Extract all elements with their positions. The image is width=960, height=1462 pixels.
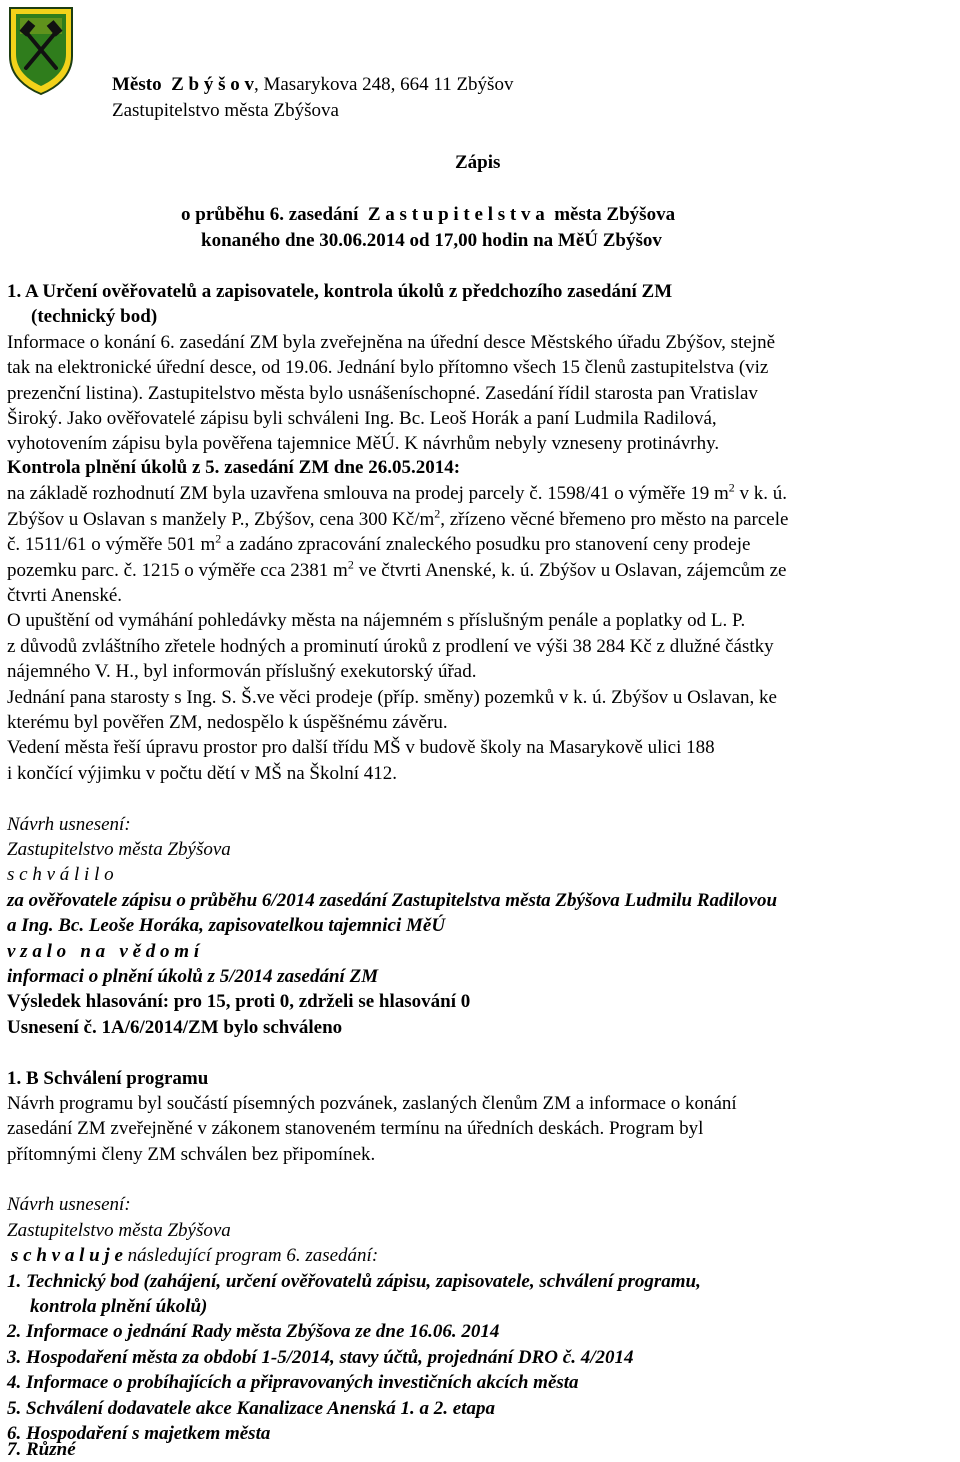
paragraph-line: Informace o konání 6. zasedání ZM byla zveřejněna na úřední desce Městského úřadu Zbýšov, stejně [7,332,775,353]
section-1a-subheading: (technický bod) [31,306,158,327]
vzalo-na-vedomi-label: v z a l o n a v ě d o m í [7,941,200,962]
city-name: Z b ý š o v [171,74,254,95]
kontrola-line: i končící výjimku v počtu dětí v MŠ na Školní 412. [7,763,398,784]
program-item: kontrola plnění úkolů) [30,1296,208,1317]
program-item: 5. Schválení dodavatele akce Kanalizace Anenská 1. a 2. etapa [7,1398,495,1419]
resolution-number: Usnesení č. 1A/6/2014/ZM bylo schváleno [7,1017,343,1038]
resolution-line: za ověřovatele zápisu o průběhu 6/2014 zasedání Zastupitelstva města Zbýšova Ludmilu Radilovou [7,890,778,911]
council-name: Zastupitelstvo města Zbýšova [7,1220,231,1241]
paragraph-line: Návrh programu byl součástí písemných pozvánek, zaslaných členům ZM a informace o konání [7,1093,737,1114]
schvaluje-line [11,1243,378,1268]
kontrola-line [7,558,787,583]
paragraph-line: tak na elektronické úřední desce, od 19.06. Jednání bylo přítomno všech 15 členů zastupitelstva (viz [7,357,769,378]
kontrola-line [7,532,750,557]
section-1b-heading: 1. B Schválení programu [7,1068,209,1089]
text-segment: , zřízeno věcné břemeno pro město na parcele [440,509,789,530]
kontrola-line: z důvodů zvláštního zřetele hodných a prominutí úroků z prodlení ve výši 38 284 Kč z dlužné částky [7,636,774,657]
text-segment: pozemku parc. č. 1215 o výměře cca 2381 m [7,560,348,581]
kontrola-line: O upuštění od vymáhání pohledávky města na nájemném s příslušným penále a poplatky od L. P. [7,610,746,631]
program-item: 3. Hospodaření města za období 1-5/2014, stavy účtů, projednání DRO č. 4/2014 [7,1347,634,1368]
kontrola-line: kterému byl pověřen ZM, nedospělo k úspěšnému závěru. [7,712,448,733]
council-name: Zastupitelstvo města Zbýšova [7,839,231,860]
paragraph-line: přítomnými členy ZM schválen bez připomínek. [7,1144,376,1165]
paragraph-line: vyhotovením zápisu byla pověřena tajemnice MěÚ. K návrhům nebyly vzneseny protinávrhy. [7,433,720,454]
section-1a-heading: 1. A Určení ověřovatelů a zapisovatele, kontrola úkolů z předchozího zasedání ZM [7,281,673,302]
navrh-usneseni-label: Návrh usnesení: [7,814,131,835]
text-segment: v k. ú. [734,483,788,504]
text-segment: Zbýšov u Oslavan s manžely P., Zbýšov, cena 300 Kč/m [7,509,435,530]
title-line-1b: města Zbýšova [554,204,676,225]
title-line-1a: o průběhu 6. zasedání [181,204,359,225]
program-item: 4. Informace o probíhajících a připravovaných investičních akcích města [7,1372,579,1393]
council-line: Zastupitelstvo města Zbýšova [112,100,339,121]
coat-of-arms-logo [6,4,76,96]
kontrola-line: čtvrti Anenské. [7,585,123,606]
program-item: 6. Hospodaření s majetkem města [7,1423,271,1444]
title-spaced: Z a s t u p i t e l s t v a [367,204,545,225]
paragraph-line: Široký. Jako ověřovatelé zápisu byli schváleni Ing. Bc. Leoš Horák a paní Ludmila Radilová, [7,408,717,429]
city-prefix: Město [112,74,162,95]
text-segment: ve čtvrti Anenské, k. ú. Zbýšov u Oslavan, zájemcům ze [353,560,787,581]
kontrola-line [7,507,788,532]
text-segment: a zadáno zpracování znaleckého posudku pro stanovení ceny prodeje [221,534,751,555]
document-title: Zápis [455,152,501,173]
text-segment: na základě rozhodnutí ZM byla uzavřena smlouva na prodej parcely č. 1598/41 o výměře 19 m [7,483,729,504]
kontrola-line: Jednání pana starosty s Ing. S. Š.ve věci prodeje (příp. směny) pozemků v k. ú. Zbýšov u Oslavan, ke [7,687,777,708]
schvaluje-label: s c h v a l u j e [11,1245,123,1266]
program-item: 2. Informace o jednání Rady města Zbýšova ze dne 16.06. 2014 [7,1321,500,1342]
title-line-2: konaného dne 30.06.2014 od 17,00 hodin na MěÚ Zbýšov [201,230,662,251]
superscript: 2 [215,531,222,546]
resolution-line: informaci o plnění úkolů z 5/2014 zasedání ZM [7,966,379,987]
kontrola-heading: Kontrola plnění úkolů z 5. zasedání ZM dne 26.05.2014: [7,457,461,478]
kontrola-line [7,481,787,506]
schvaluje-rest: následující program 6. zasedání: [122,1245,379,1266]
schvalilo-label: s c h v á l i l o [7,864,114,885]
kontrola-line: Vedení města řeší úpravu prostor pro další třídu MŠ v budově školy na Masarykově ulici 188 [7,737,715,758]
resolution-line: a Ing. Bc. Leoše Horáka, zapisovatelkou tajemnici MěÚ [7,915,446,936]
paragraph-line: prezenční listina). Zastupitelstvo města bylo usnášeníschopné. Zasedání řídil starosta pan Vratislav [7,383,758,404]
kontrola-line: nájemného V. H., byl informován příslušný exekutorský úřad. [7,661,477,682]
superscript: 2 [347,557,354,572]
superscript: 2 [434,506,441,521]
vote-result: Výsledek hlasování: pro 15, proti 0, zdrželi se hlasování 0 [7,991,471,1012]
city-address-line [112,72,513,97]
navrh-usneseni-label: Návrh usnesení: [7,1194,131,1215]
title-line-1 [181,202,675,227]
program-item: 1. Technický bod (zahájení, určení ověřovatelů zápisu, zapisovatele, schválení programu, [7,1271,701,1292]
program-item: 7. Různé [7,1439,76,1460]
superscript: 2 [728,480,735,495]
paragraph-line: zasedání ZM zveřejněné v zákonem stanoveném termínu na úředních deskách. Program byl [7,1118,704,1139]
text-segment: č. 1511/61 o výměře 501 m [7,534,216,555]
city-address: , Masarykova 248, 664 11 Zbýšov [253,74,514,95]
